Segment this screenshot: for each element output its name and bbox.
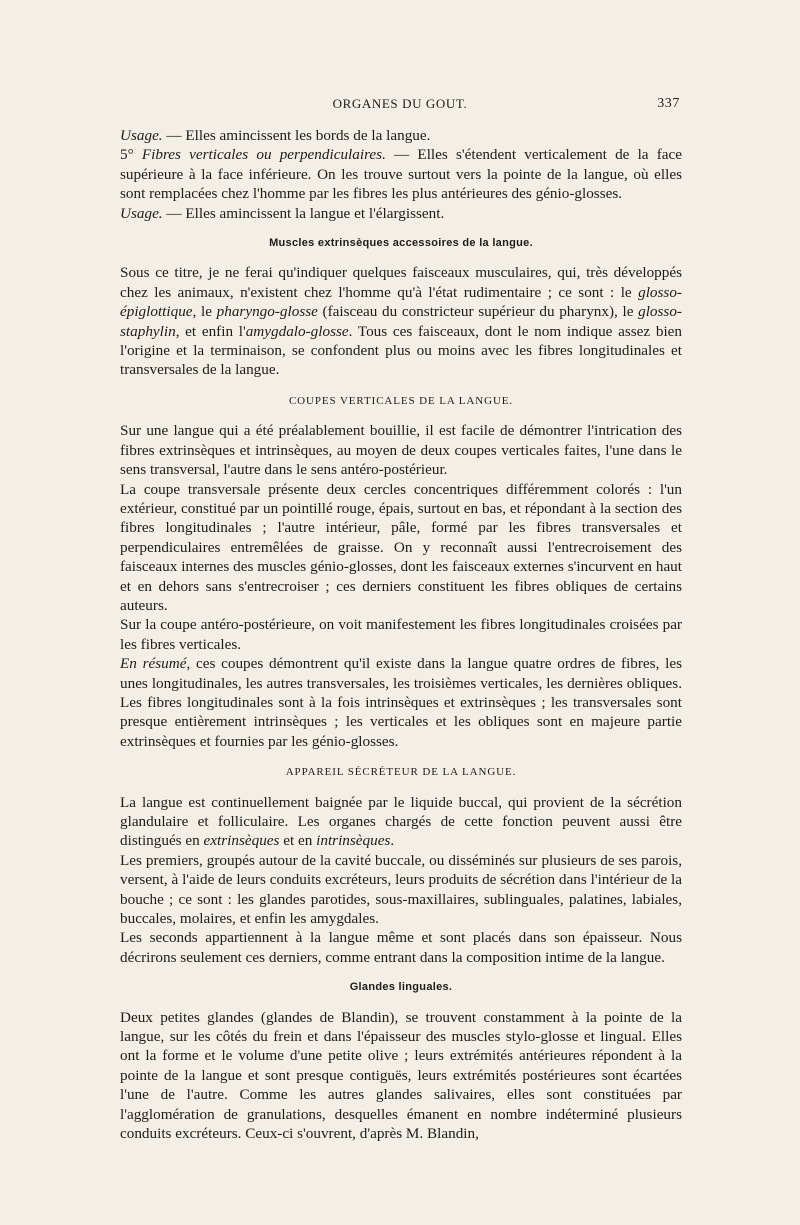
paragraph-anteroposterior-section: Sur la coupe antéro-postérieure, on voit manifestement les fibres longitudinales croisées par les fibres verticales.	[120, 616, 682, 653]
paragraph-blandin-glands: Deux petites glandes (glandes de Blandin), se trouvent constamment à la pointe de la langue, sur les côtés du frein et dans l'épaisseur des muscles stylo-glosse et lingual. Elles ont la forme et le volume d'une petite olive ; leurs extrémités antérieures répondent à la pointe de la langue et sont presque contiguës, leurs extrémités postérieures sont écartées l'une de l'autre. Comme les autres glandes salivaires, elles sont constituées par l'agglomération de granulations, desquelles émanent en nombre indéterminé plusieurs conduits excréteurs. Ceux-ci s'ouvrent, d'après M. Blandin,	[120, 1008, 682, 1143]
section-heading-vertical-sections: COUPES VERTICALES DE LA LANGUE.	[288, 394, 514, 407]
usage-label: Usage.	[120, 127, 163, 144]
page-number: 337	[657, 96, 680, 111]
running-header	[120, 96, 680, 118]
paragraph-summary: En résumé, ces coupes démontrent qu'il existe dans la langue quatre ordres de fibres, les unes longitudinales, les autres transversales, les troisièmes verticales, les dernières obliques. Les fibres longitudinales sont à la fois intrinsèques et extrinsèques ; les transversales sont presque entièrement intrinsèques ; les verticales et les obliques sont en majeure partie extrinsèques et fournies par les génio-glosses.	[120, 655, 682, 750]
paragraph-usage-2: Usage. — Elles amincissent la langue et l'élargissent.	[120, 204, 445, 222]
section-heading-extrinsic-muscles: Muscles extrinsèques accessoires de la langue.	[269, 237, 533, 250]
paragraph-usage-1: Usage. — Elles amincissent les bords de la langue.	[120, 127, 431, 144]
running-title: ORGANES DU GOUT.	[332, 96, 468, 111]
paragraph-intrinsic-glands: Les seconds appartiennent à la langue même et sont placés dans son épaisseur. Nous décrirons seulement ces derniers, comme entrant dans la composition intime de la langue.	[120, 929, 682, 966]
paragraph-accessory-muscles: Sous ce titre, je ne ferai qu'indiquer quelques faisceaux musculaires, qui, très développés chez les animaux, n'existent chez l'homme qu'à l'état rudimentaire ; ce sont : le glosso-épiglottique, le pharyngo-glosse (faisceau du constricteur supérieur du pharynx), le glosso-staphylin, et enfin l'amygdalo-glosse. Tous ces faisceaux, dont le nom indique assez bien l'origine et la terminaison, se confondent plus ou moins avec les fibres longitudinales et transversales de la langue.	[120, 264, 682, 379]
usage-label: Usage.	[120, 204, 163, 222]
page-body	[120, 126, 682, 1144]
section-heading-lingual-glands: Glandes linguales.	[349, 981, 453, 994]
section-label: Fibres verticales ou perpendiculaires.	[141, 146, 386, 164]
paragraph-vertical-fibres: 5° Fibres verticales ou perpendiculaires. — Elles s'étendent verticalement de la face supérieure à la face inférieure. On les trouve surtout vers la pointe de la langue, où elles sont remplacées chez l'homme par les fibres les plus antérieures des génio-glosses.	[120, 146, 682, 203]
paragraph-sections-intro: Sur une langue qui a été préalablement bouillie, il est facile de démontrer l'intrication des fibres extrinsèques et intrinsèques, au moyen de deux coupes verticales faites, l'une dans le sens transversal, l'autre dans le sens antéro-postérieur.	[120, 422, 682, 479]
section-heading-secretory-apparatus: APPAREIL SÉCRÉTEUR DE LA LANGUE.	[285, 766, 517, 779]
paragraph-extrinsic-glands: Les premiers, groupés autour de la cavité buccale, ou disséminés sur plusieurs de ses parois, versent, à l'aide de leurs conduits excréteurs, leurs produits de sécrétion dans l'intérieur de la bouche ; ce sont : les glandes parotides, sous-maxillaires, sublinguales, palatines, labiales, buccales, molaires, et enfin les amygdales.	[120, 851, 682, 928]
paragraph-transverse-section: La coupe transversale présente deux cercles concentriques différemment colorés : l'un extérieur, constitué par un pointillé rouge, épais, surtout en bas, et répondant à la section des fibres longitudinales ; l'autre intérieur, pâle, formé par les fibres transversales et perpendiculaires entremêlées de graisse. On y reconnaît aussi l'entrecroisement des faisceaux internes des muscles génio-glosses, dont les faisceaux externes s'incurvent en haut et en dehors sans s'entrecroiser ; ces derniers constituent les fibres obliques de certains auteurs.	[120, 480, 682, 614]
paragraph-secretion-intro: La langue est continuellement baignée par le liquide buccal, qui provient de la sécrétion glandulaire et folliculaire. Les organes chargés de cette fonction peuvent aussi être distingués en extrinsèques et en intrinsèques.	[120, 793, 682, 850]
